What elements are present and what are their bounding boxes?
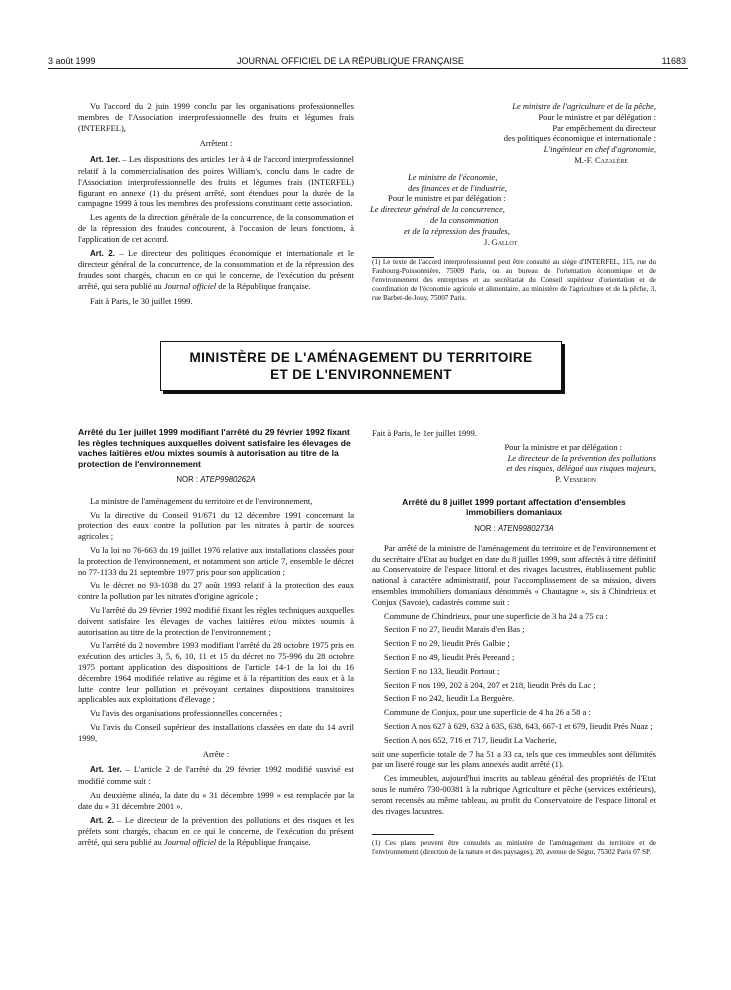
sig2-line4: Le directeur général de la concurrence, xyxy=(370,204,505,215)
top-right-footnote: (1) Le texte de l'accord interprofessionnel peut être consulté au siège d'INTERFEL, 115, rue du Faubourg-Poissonnière, 75009 Paris, ou au bureau de l'orientation économique et de l'environnement des entreprises et au secrétariat du Conseil supérieur d'orientation et de coordination de l'économie agricole et alimentaire, au ministère de l'agriculture et de la pêche, 3, rue Barbet-de-Jouy, 75007 Paris. xyxy=(372,258,656,303)
right-sig-name: P. Vesseron xyxy=(555,474,596,485)
left-article-p7: Vu l'avis des organisations professionnelles concernées ; xyxy=(90,708,283,719)
right-article-chindrieux: Commune de Chindrieux, pour une superficie de 3 ha 24 a 75 ca : xyxy=(384,610,608,621)
right-article-nor: NOR : ATEN9980273A xyxy=(474,523,554,533)
right-sig-line1: Pour la ministre et par délégation : xyxy=(504,441,622,452)
right-sig-line2: Le directeur de la prévention des pollutions xyxy=(507,452,656,463)
right-signature xyxy=(372,442,656,485)
sig2-line2: des finances et de l'industrie, xyxy=(408,182,507,193)
right-article-section-5: Section F nos 199, 202 à 204, 207 et 218, lieudit Prés du Lac ; xyxy=(384,679,596,690)
top-left-fait: Fait à Paris, le 30 juillet 1999. xyxy=(90,295,193,306)
ministry-line1: MINISTÈRE DE L'AMÉNAGEMENT DU TERRITOIRE xyxy=(189,350,533,365)
sig2-line5: de la consommation xyxy=(430,214,499,225)
sig1-line4: des politiques économique et internationale : xyxy=(503,133,656,144)
ministry-line2: ET DE L'ENVIRONNEMENT xyxy=(270,367,452,382)
header-date: 3 août 1999 xyxy=(48,56,96,66)
right-article-section-8: Section A nos 652, 716 et 717, lieudit La Vacherie, xyxy=(384,734,557,745)
sig2-line6: et de la répression des fraudes, xyxy=(404,225,510,236)
header-journal-title: JOURNAL OFFICIEL DE LA RÉPUBLIQUE FRANÇAISE xyxy=(237,56,464,66)
right-article-section-4: Section F no 133, lieudit Portout ; xyxy=(384,665,500,676)
right-article-title: Arrêté du 8 juillet 1999 portant affectation d'ensembles immobiliers domaniaux xyxy=(402,496,626,518)
right-article-total: soit une superficie totale de 7 ha 51 a 33 ca, tels que ces immeubles sont délimités par un liseré rouge sur les plans annexés audit arrêté (1). xyxy=(372,748,656,770)
top-right-signatures xyxy=(372,101,656,303)
sig2-line1: Le ministre de l'économie, xyxy=(408,171,498,182)
right-article xyxy=(372,428,656,857)
top-left-art1: Art. 1er. – Les dispositions des articles 1er à 4 de l'accord interprofessionnel relatif à la commercialisation des poires William's, conclu dans le cadre de l'Association interprofessionnelle des fruits et légumes frais (INTERFEL) figurant en annexe (1) du présent arrêté, sont étendues pour la durée de la campagne 1999 à tous les membres des professions constituant cette association. xyxy=(78,154,354,209)
left-article-title: Arrêté du 1er juillet 1999 modifiant l'arrêté du 29 février 1992 fixant les règles techniques auxquelles doivent satisfaire les élevages de vaches laitières et/ou mixtes soumis à autorisation au titre de la protection de l'environnement xyxy=(78,427,351,469)
sig2-line3: Pour le ministre et par délégation : xyxy=(388,193,506,204)
right-fait: Fait à Paris, le 1er juillet 1999. xyxy=(372,428,477,438)
header-page-number: 11683 xyxy=(661,56,686,66)
sig2-name: J. Gallot xyxy=(484,236,518,247)
left-article-p2: Vu la directive du Conseil 91/671 du 12 décembre 1991 concernant la protection des eaux contre la pollution par les nitrates à partir de sources agricoles ; xyxy=(78,509,354,542)
right-article-immeubles: Ces immeubles, aujourd'hui inscrits au tableau général des propriétés de l'Etat sous le numéro 730-00381 à la rubrique Agriculture et pêche (services extérieurs), seront recensés au même tableau, au profit du Conservatoire de l'espace littoral et des rivages lacustres. xyxy=(372,773,656,816)
left-article-alinea: Au deuxième alinéa, la date du « 31 décembre 1999 » est remplacée par la date du « 31 décembre 2001 ». xyxy=(78,789,354,811)
top-left-column xyxy=(78,101,354,310)
left-article-p1: La ministre de l'aménagement du territoire et de l'environnement, xyxy=(90,495,313,506)
right-article-p1: Par arrêté de la ministre de l'aménagement du territoire et de l'environnement et du secrétaire d'Etat au budget en date du 8 juillet 1999, sont affectés à titre définitif au Conservatoire de l'espace littoral et des rivages lacustres, établissement public national à caractère administratif, pour l'accomplissement de sa mission, divers ensembles immobiliers domaniaux dénommés « Chautagne », sis à Chindrieux et Conjux (Savoie), cadastrés comme suit : xyxy=(372,542,656,607)
right-article-section-3: Section F no 49, lieudit Prés Pereand ; xyxy=(384,651,515,662)
right-article-section-7: Section A nos 627 à 629, 632 à 635, 638, 643, 667-1 et 679, lieudit Prés Nuaz ; xyxy=(384,720,653,731)
sig1-name: M.-F. Cazalère xyxy=(574,154,628,165)
right-article-section-1: Section F no 27, lieudit Marais d'en Bas ; xyxy=(384,624,525,635)
right-article-conjux: Commune de Conjux, pour une superficie de 4 ha 26 a 58 a : xyxy=(384,707,591,718)
left-article-art2: Art. 2. – Le directeur de la prévention des pollutions et des risques et les préfets sont chargés, chacun en ce qui le concerne, de l'exécution du présent arrêté, qui sera publié au Journal officiel de la République française. xyxy=(78,814,355,848)
left-article-p4: Vu le décret no 93-1038 du 27 août 1993 relatif à la protection des eaux contre la pollution par les nitrates d'origine agricole ; xyxy=(78,580,354,602)
right-article-section-2: Section F no 29, lieudit Prés Galbie ; xyxy=(384,638,510,649)
top-left-vu-accord: Vu l'accord du 2 juin 1999 conclu par les organisations professionnelles membres de l'Association interprofessionnelle des fruits et légumes frais (INTERFEL), xyxy=(78,101,354,133)
top-left-arretent: Arrêtent : xyxy=(199,138,233,149)
header-rule xyxy=(48,68,688,69)
left-article-p8: Vu l'avis du Conseil supérieur des installations classées en date du 14 avril 1999, xyxy=(78,721,354,743)
top-left-art2: Art. 2. – Le directeur des politiques économique et internationale et le directeur général de la concurrence, de la consommation et de la répression des fraudes sont chargés, chacun en ce qui le concerne, de l'exécution du présent arrêté, qui sera publié au Journal officiel de la République française. xyxy=(78,247,355,291)
left-article-arrete: Arrête : xyxy=(202,748,230,759)
left-article xyxy=(78,427,354,851)
top-left-agents: Les agents de la direction générale de la concurrence, de la consommation et de la répression des fraudes concourent, à l'occasion de leurs fonctions, à l'application de cet accord. xyxy=(78,212,354,244)
right-sig-line3: et des risques, délégué aux risques majeurs, xyxy=(506,463,656,474)
right-footnote: (1) Ces plans peuvent être consultés au ministère de l'aménagement du territoire et de l'environnement (direction de la nature et des paysages), 20, avenue de Ségur, 75302 Paris 07 SP. xyxy=(372,839,656,857)
sig1-line5: L'ingénieur en chef d'agronomie, xyxy=(543,144,656,155)
left-article-nor: NOR : ATEP9980262A xyxy=(176,475,256,484)
sig1-title: Le ministre de l'agriculture et de la pêche, xyxy=(512,101,656,111)
sig1-line3: Par empêchement du directeur xyxy=(552,122,656,133)
sig1-line2: Pour le ministre et par délégation : xyxy=(538,111,656,122)
ministry-banner xyxy=(160,341,562,391)
left-article-p3: Vu la loi no 76-663 du 19 juillet 1976 relative aux installations classées pour la protection de l'environnement, et notamment son article 7, ensemble le décret no 77-1133 du 21 septembre 1977 pris pour son application ; xyxy=(78,544,354,577)
left-article-art1: Art. 1er. – L'article 2 de l'arrêté du 29 février 1992 modifié susvisé est modifié comme suit : xyxy=(78,764,354,787)
left-article-p5: Vu l'arrêté du 29 février 1992 modifié fixant les règles techniques auxquelles doivent satisfaire les élevages de vaches laitières et/ou mixtes soumis à autorisation au titre de la protection de l'environnement ; xyxy=(78,604,354,637)
right-article-section-6: Section F no 242, lieudit La Berguère. xyxy=(384,693,515,704)
left-article-p6: Vu l'arrêté du 2 novembre 1993 modifiant l'arrêté du 28 octobre 1975 pris en exécution des articles 3, 5, 6, 10, 11 et 15 du décret no 75-996 du 28 octobre 1975 portant application des dispositions de l'article 14-1 de la loi du 16 décembre 1964 modifiée relative au régime et à la répartition des eaux et à la lutte contre leur pollution et prévoyant certaines dispositions transitoires applicables aux exploitations d'élevage ; xyxy=(78,640,354,705)
right-footnote-rule xyxy=(372,834,434,835)
